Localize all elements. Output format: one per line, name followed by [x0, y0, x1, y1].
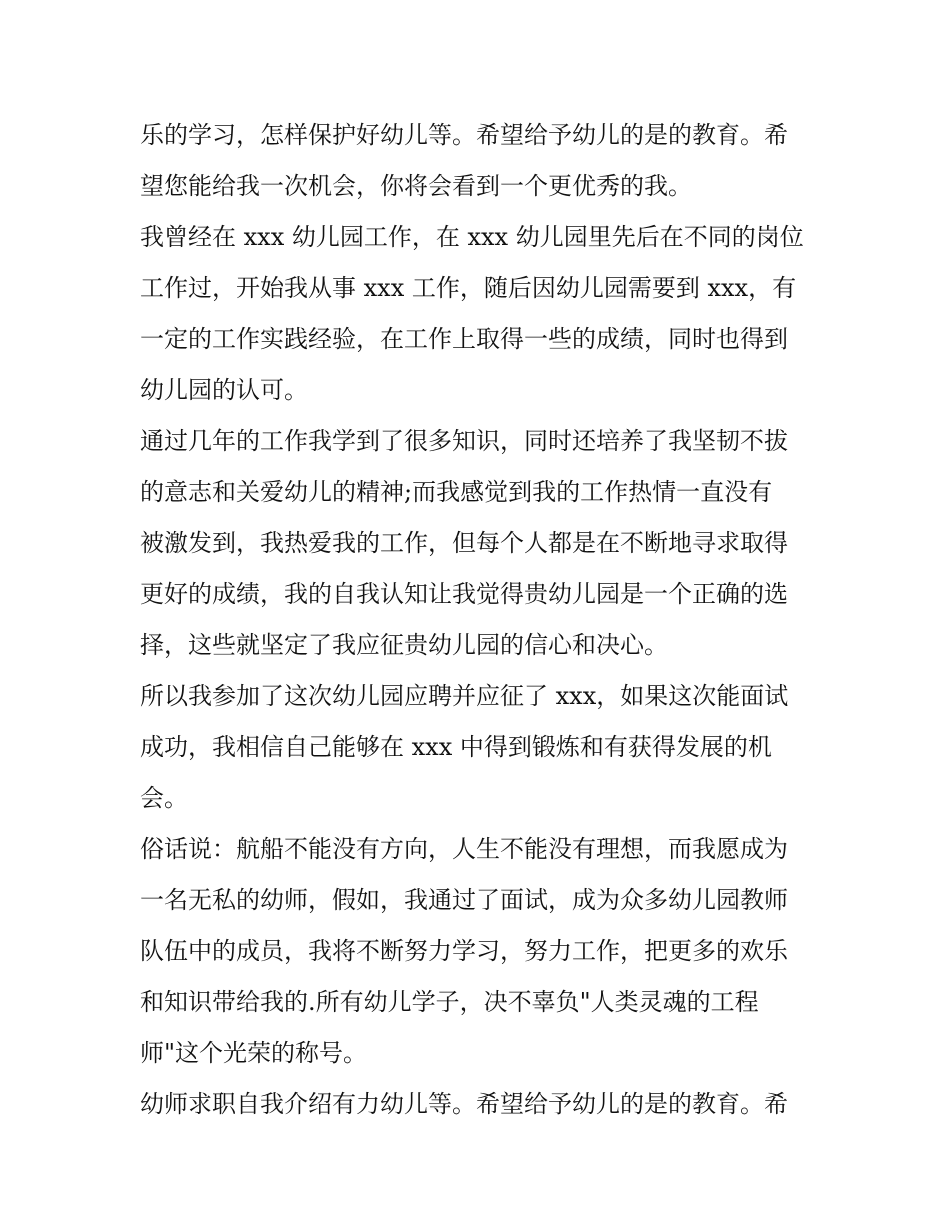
text-line: 一名无私的幼师，假如，我通过了面试，成为众多幼儿园教师 — [140, 886, 788, 914]
text-line: 更好的成绩，我的自我认知让我觉得贵幼儿园是一个正确的选 — [140, 580, 788, 608]
document-body — [140, 110, 820, 1130]
text-line: 望您能给我一次机会，你将会看到一个更优秀的我。 — [140, 172, 692, 200]
text-line: 通过几年的工作我学到了很多知识，同时还培养了我坚韧不拔 — [140, 427, 788, 455]
text-line: 我曾经在 xxx 幼儿园工作，在 xxx 幼儿园里先后在不同的岗位 — [140, 223, 804, 251]
text-line: 择，这些就坚定了我应征贵幼儿园的信心和决心。 — [140, 631, 668, 659]
text-line: 会。 — [140, 784, 188, 812]
text-line: 成功，我相信自己能够在 xxx 中得到锻炼和有获得发展的机 — [140, 733, 772, 761]
text-line: 幼儿园的认可。 — [140, 376, 308, 404]
text-line: 一定的工作实践经验，在工作上取得一些的成绩，同时也得到 — [140, 325, 788, 353]
text-line: 俗话说：航船不能没有方向，人生不能没有理想，而我愿成为 — [140, 835, 788, 863]
text-line: 工作过，开始我从事 xxx 工作，随后因幼儿园需要到 xxx，有 — [140, 274, 797, 302]
text-line: 所以我参加了这次幼儿园应聘并应征了 xxx，如果这次能面试 — [140, 682, 789, 710]
text-line: 幼师求职自我介绍有力幼儿等。希望给予幼儿的是的教育。希 — [140, 1090, 788, 1118]
text-line: 被激发到，我热爱我的工作，但每个人都是在不断地寻求取得 — [140, 529, 788, 557]
text-line: 和知识带给我的.所有幼儿学子，决不辜负"人类灵魂的工程 — [140, 988, 759, 1016]
text-line: 师"这个光荣的称号。 — [140, 1039, 368, 1067]
text-line: 的意志和关爱幼儿的精神;而我感觉到我的工作热情一直没有 — [140, 478, 773, 506]
text-line: 队伍中的成员，我将不断努力学习，努力工作，把更多的欢乐 — [140, 937, 788, 965]
text-line: 乐的学习，怎样保护好幼儿等。希望给予幼儿的是的教育。希 — [140, 121, 788, 149]
